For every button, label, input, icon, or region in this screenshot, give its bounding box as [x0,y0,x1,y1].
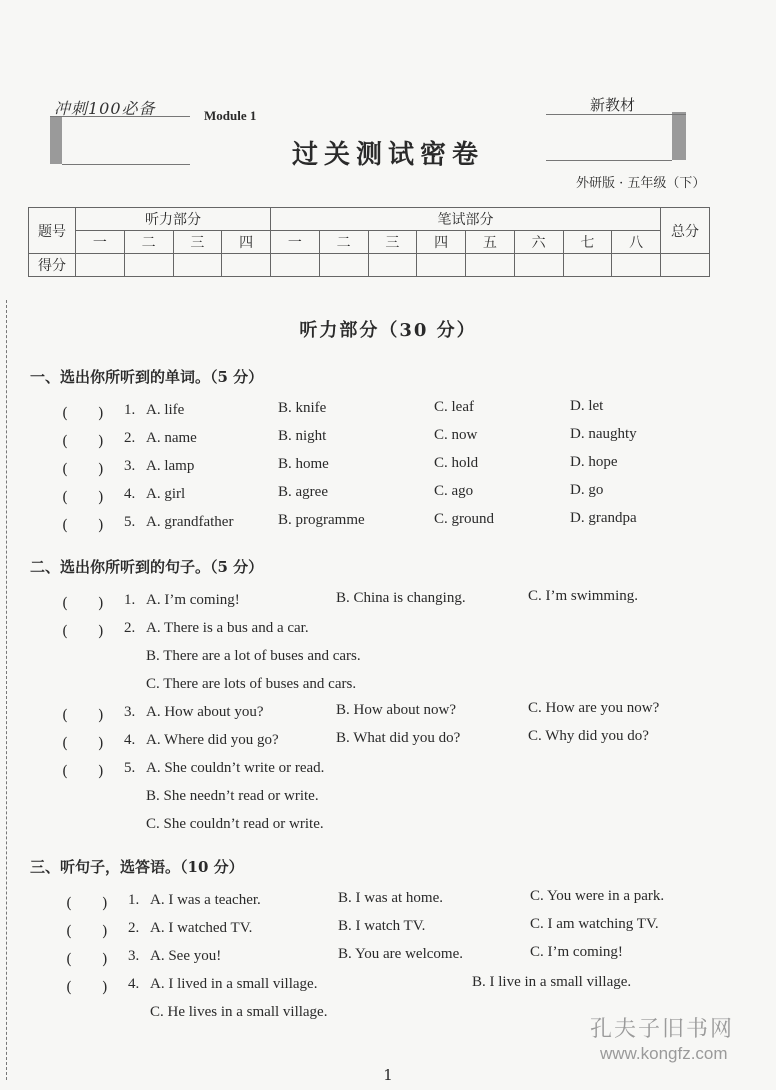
option-b: B. China is changing. [336,590,466,606]
question-num: 4. [124,732,136,748]
writing-col: 二 [319,231,368,254]
option-b: B. What did you do? [336,730,461,746]
brand-label: 冲刺100必备 [54,99,156,118]
score-cell[interactable] [612,254,661,277]
module-label: Module 1 [204,108,257,123]
question-num: 2. [124,620,136,636]
answer-paren[interactable]: ( ) [62,404,104,422]
listening-col: 三 [173,231,222,254]
option-a: A. I lived in a small village. [150,976,318,992]
option-c: C. There are lots of buses and cars. [146,676,357,692]
option-b: B. agree [278,484,328,500]
answer-paren[interactable]: ( ) [66,978,108,996]
question-num: 2. [128,920,140,936]
option-b: B. programme [278,512,365,528]
option-a: A. girl [146,486,186,502]
option-b: B. home [278,456,329,472]
option-b: B. I live in a small village. [472,974,632,990]
question-num: 3. [128,948,140,964]
new-material-label: 新教材 [590,96,636,114]
question-num: 5. [124,514,136,530]
option-c: C. She couldn’t read or write. [146,816,324,832]
score-cell[interactable] [76,254,125,277]
part2-heading: 二、选出你所听到的句子。（5 分） [30,558,264,576]
option-c: C. hold [434,455,479,471]
score-cell[interactable] [466,254,515,277]
writing-col: 三 [368,231,417,254]
writing-col: 八 [612,231,661,254]
row-label-num: 题号 [29,208,76,254]
listening-col: 二 [124,231,173,254]
option-c: C. You were in a park. [530,888,665,904]
binding-dashed-line [6,300,7,1080]
option-c: C. I am watching TV. [530,916,659,932]
answer-paren[interactable]: ( ) [62,516,104,534]
option-b: B. I was at home. [338,890,443,906]
option-a: A. I’m coming! [146,592,240,608]
option-a: A. I watched TV. [150,920,253,936]
option-a: A. She couldn’t write or read. [146,760,325,776]
score-cell[interactable] [368,254,417,277]
option-b: B. You are welcome. [338,946,463,962]
option-b: B. How about now? [336,702,456,718]
score-cell[interactable] [661,254,710,277]
option-a: A. I was a teacher. [150,892,261,908]
writing-col: 一 [271,231,320,254]
option-b: B. knife [278,400,327,416]
score-cell[interactable] [417,254,466,277]
option-a: A. lamp [146,458,195,474]
option-a: A. name [146,430,197,446]
option-d: D. naughty [570,426,637,442]
score-cell[interactable] [222,254,271,277]
option-c: C. now [434,427,478,443]
option-c: C. He lives in a small village. [150,1004,328,1020]
option-b: B. I watch TV. [338,918,426,934]
question-num: 3. [124,458,136,474]
section-title: 听力部分（30 分） [299,320,477,341]
score-cell[interactable] [563,254,612,277]
answer-paren[interactable]: ( ) [62,432,104,450]
answer-paren[interactable]: ( ) [66,894,108,912]
page-title: 过关测试密卷 [291,140,484,170]
part1-heading: 一、选出你所听到的单词。（5 分） [30,368,264,386]
answer-paren[interactable]: ( ) [62,734,104,752]
score-cell[interactable] [514,254,563,277]
option-c: C. Why did you do? [528,728,649,744]
score-cell[interactable] [124,254,173,277]
question-num: 3. [124,704,136,720]
option-b: B. There are a lot of buses and cars. [146,648,361,664]
question-num: 4. [128,976,140,992]
answer-paren[interactable]: ( ) [62,594,104,612]
option-d: D. let [570,398,604,414]
option-a: A. There is a bus and a car. [146,620,309,636]
listening-col: 一 [76,231,125,254]
writing-col: 四 [417,231,466,254]
edition-label: 外研版 · 五年级（下） [576,176,706,191]
answer-paren[interactable]: ( ) [62,622,104,640]
answer-paren[interactable]: ( ) [62,762,104,780]
question-num: 1. [124,592,136,608]
score-table [28,207,710,277]
option-d: D. go [570,482,604,498]
listening-header: 听力部分 [76,208,271,231]
option-a: A. Where did you go? [146,732,279,748]
option-d: D. hope [570,454,618,470]
option-c: C. How are you now? [528,700,660,716]
option-b: B. night [278,428,327,444]
option-a: A. See you! [150,948,222,964]
option-c: C. ago [434,483,474,499]
listening-col: 四 [222,231,271,254]
option-a: A. life [146,402,185,418]
writing-header: 笔试部分 [271,208,661,231]
answer-paren[interactable]: ( ) [66,950,108,968]
writing-col: 七 [563,231,612,254]
row-label-score: 得分 [29,254,76,277]
option-a: A. grandfather [146,514,234,530]
score-cell[interactable] [271,254,320,277]
question-num: 5. [124,760,136,776]
part3-heading: 三、听句子，选答语。（10 分） [30,858,244,876]
question-num: 1. [124,402,136,418]
option-a: A. How about you? [146,704,264,720]
option-c: C. leaf [434,399,474,415]
answer-paren[interactable]: ( ) [62,706,104,724]
option-d: D. grandpa [570,510,637,526]
option-c: C. I’m swimming. [528,588,639,604]
question-num: 4. [124,486,136,502]
question-num: 2. [124,430,136,446]
question-num: 1. [128,892,140,908]
score-cell[interactable] [173,254,222,277]
score-cell[interactable] [319,254,368,277]
answer-paren[interactable]: ( ) [66,922,108,940]
writing-col: 六 [514,231,563,254]
watermark-url: www.kongfz.com [600,1044,728,1063]
total-header: 总分 [661,208,710,254]
writing-col: 五 [466,231,515,254]
answer-paren[interactable]: ( ) [62,460,104,478]
option-c: C. I’m coming! [530,944,623,960]
answer-paren[interactable]: ( ) [62,488,104,506]
page-number: 1 [383,1066,393,1084]
option-c: C. ground [434,511,494,527]
option-b: B. She needn’t read or write. [146,788,319,804]
watermark-text: 孔夫子旧书网 [590,1017,735,1042]
